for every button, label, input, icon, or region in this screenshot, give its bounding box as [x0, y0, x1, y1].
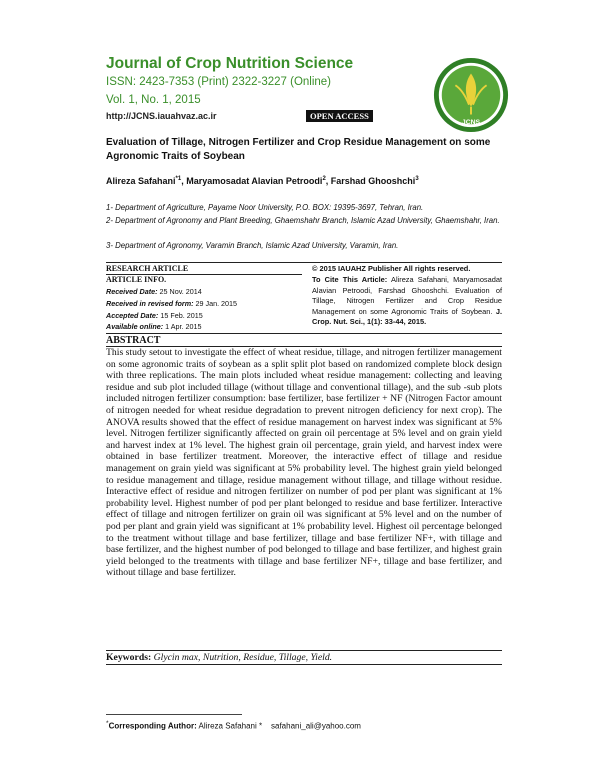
article-title: Evaluation of Tillage, Nitrogen Fertilizer and Crop Residue Management on some Agronomic Traits of Soybean [106, 137, 491, 162]
divider [106, 650, 502, 651]
abstract-heading: ABSTRACT [106, 335, 161, 346]
cite-block [312, 275, 502, 328]
cite-label: To Cite This Article: [312, 275, 388, 284]
affiliation-2: 2- Department of Agronomy and Plant Breeding, Ghaemshahr Branch, Islamic Azad University, Ghaemshahr, Iran. [106, 216, 500, 225]
divider [106, 333, 502, 334]
affiliation-1: 1- Department of Agriculture, Payame Noor University, P.O. BOX: 19395-3697, Tehran, Iran. [106, 203, 424, 212]
accepted-label: Accepted Date: [106, 311, 159, 320]
copyright-line: © 2015 IAUAHZ Publisher All rights reserved. [312, 264, 471, 273]
volume-line: Vol. 1, No. 1, 2015 [106, 94, 201, 106]
author-sup: 2 [322, 176, 326, 182]
online-date [106, 322, 202, 331]
keywords-list: Glycin max, Nutrition, Residue, Tillage, Yield. [153, 652, 333, 663]
abstract-text: This study setout to investigate the effect of wheat residue, tillage, and nitrogen fertilizer management on some agronomic traits of soybean as a split split plot based on randomized complete block design with three replications. The main plots included wheat residue management: collecting and leaving residue and sub plot included tillage (without tillage and conventional tillage), and the sub -sub plots included nitrogen fertilizer consumption: base fertilizer, base fertilizer + NF (Nitrogen Factor amount of nitrogen needed for wheat residue degradation to prevent nitrogen deficiency for next crop). The ANOVA results showed that the effect of residue management on harvest index was significant at 5% level. Nitrogen fertilizer significantly affected on grain oil percentage at 5% level and on grain yield and harvest index at 1% level. The highest grain oil percentage, grain yield, and harvest index were obtained in base fertilizer treatment. Moreover, the interactive effect of tillage and residue management on grain yield was significant at 5% probability level. The highest grain yield belonged to residue management and tillage, residue management without tillage, and tillage without residue. Interactive effect of residue and nitrogen fertilizer on number of pod per plant was significant at 1% probability level. Highest number of pod per plant belonged to residue and base fertilizer. Interactive effect of tillage and nitrogen fertilizer on grain oil was significant at 5% level and on the number of pod per plant and grain yield was significant at 1% probability level. Highest oil percentage belonged to the treatment without tillage and base fertilizer, tillage and base fertilizer NF+, with tillage and base fertilizer, and the highest number of pod belonged to tillage and base fertilizer, and highest grain yield belonged to the treatments with tillage and base fertilizer NF+, tillage and base fertilizer, and without tillage and base fertilizer. [106, 347, 502, 579]
author-name: Farshad Ghooshchi [330, 176, 416, 186]
cite-journal: J. Crop. Nut. Sci., 1(1): 33-44, 2015. [312, 306, 502, 326]
online-label: Available online: [106, 322, 164, 331]
received-label: Received Date: [106, 287, 158, 296]
divider [106, 664, 502, 665]
keywords-label: Keywords: [106, 652, 152, 663]
online-value: 1 Apr. 2015 [165, 322, 202, 331]
revised-label: Received in revised form: [106, 299, 194, 308]
logo-text: JCNS [461, 119, 481, 127]
open-access-badge: OPEN ACCESS [306, 110, 373, 122]
email-link[interactable]: safahani_ali@yahoo.com [271, 721, 361, 731]
accepted-value: 15 Feb. 2015 [160, 311, 203, 320]
revised-date [106, 299, 237, 308]
research-article-label: RESEARCH ARTICLE [106, 264, 189, 273]
journal-url-link[interactable]: http://JCNS.iauahvaz.ac.ir [106, 111, 217, 121]
corresponding-name: Alireza Safahani * [198, 721, 263, 731]
journal-logo [432, 56, 510, 134]
journal-name: Journal of Crop Nutrition Science [106, 55, 354, 72]
author-sup: *1 [175, 176, 182, 182]
author-name: Alireza Safahani [106, 176, 176, 186]
accepted-date [106, 311, 203, 320]
keywords-line [106, 652, 502, 663]
corresponding-label: Corresponding Author: [108, 721, 197, 731]
cite-text: Alireza Safahani, Maryamosadat Alavian Petroodi, Farshad Ghooshchi. Evaluation of Tillage, Nitrogen Fertilizer and Crop Residue Management on some Agronomic Traits of Soybean. [312, 275, 503, 316]
divider [106, 262, 502, 263]
received-value: 25 Nov. 2014 [159, 287, 202, 296]
author-name: Maryamosadat Alavian Petroodi [186, 176, 323, 186]
author-list: Alireza Safahani$^{*1}$, Maryamosadat Alavian Petroodi$^2$, Farshad Ghooshchi$^3$ [106, 176, 419, 186]
article-info-label: ARTICLE INFO. [106, 275, 167, 284]
issn-line: ISSN: 2423-7353 (Print) 2322-3227 (Online) [106, 76, 332, 88]
corresponding-author: *Corresponding Author: Alireza Safahani * safahani_ali@yahoo.com [106, 720, 361, 731]
author-sup: 3 [415, 176, 419, 182]
revised-value: 29 Jan. 2015 [195, 299, 238, 308]
footnote-divider [106, 714, 242, 715]
received-date [106, 287, 202, 296]
affiliation-3: 3- Department of Agronomy, Varamin Branch, Islamic Azad University, Varamin, Iran. [106, 241, 399, 250]
